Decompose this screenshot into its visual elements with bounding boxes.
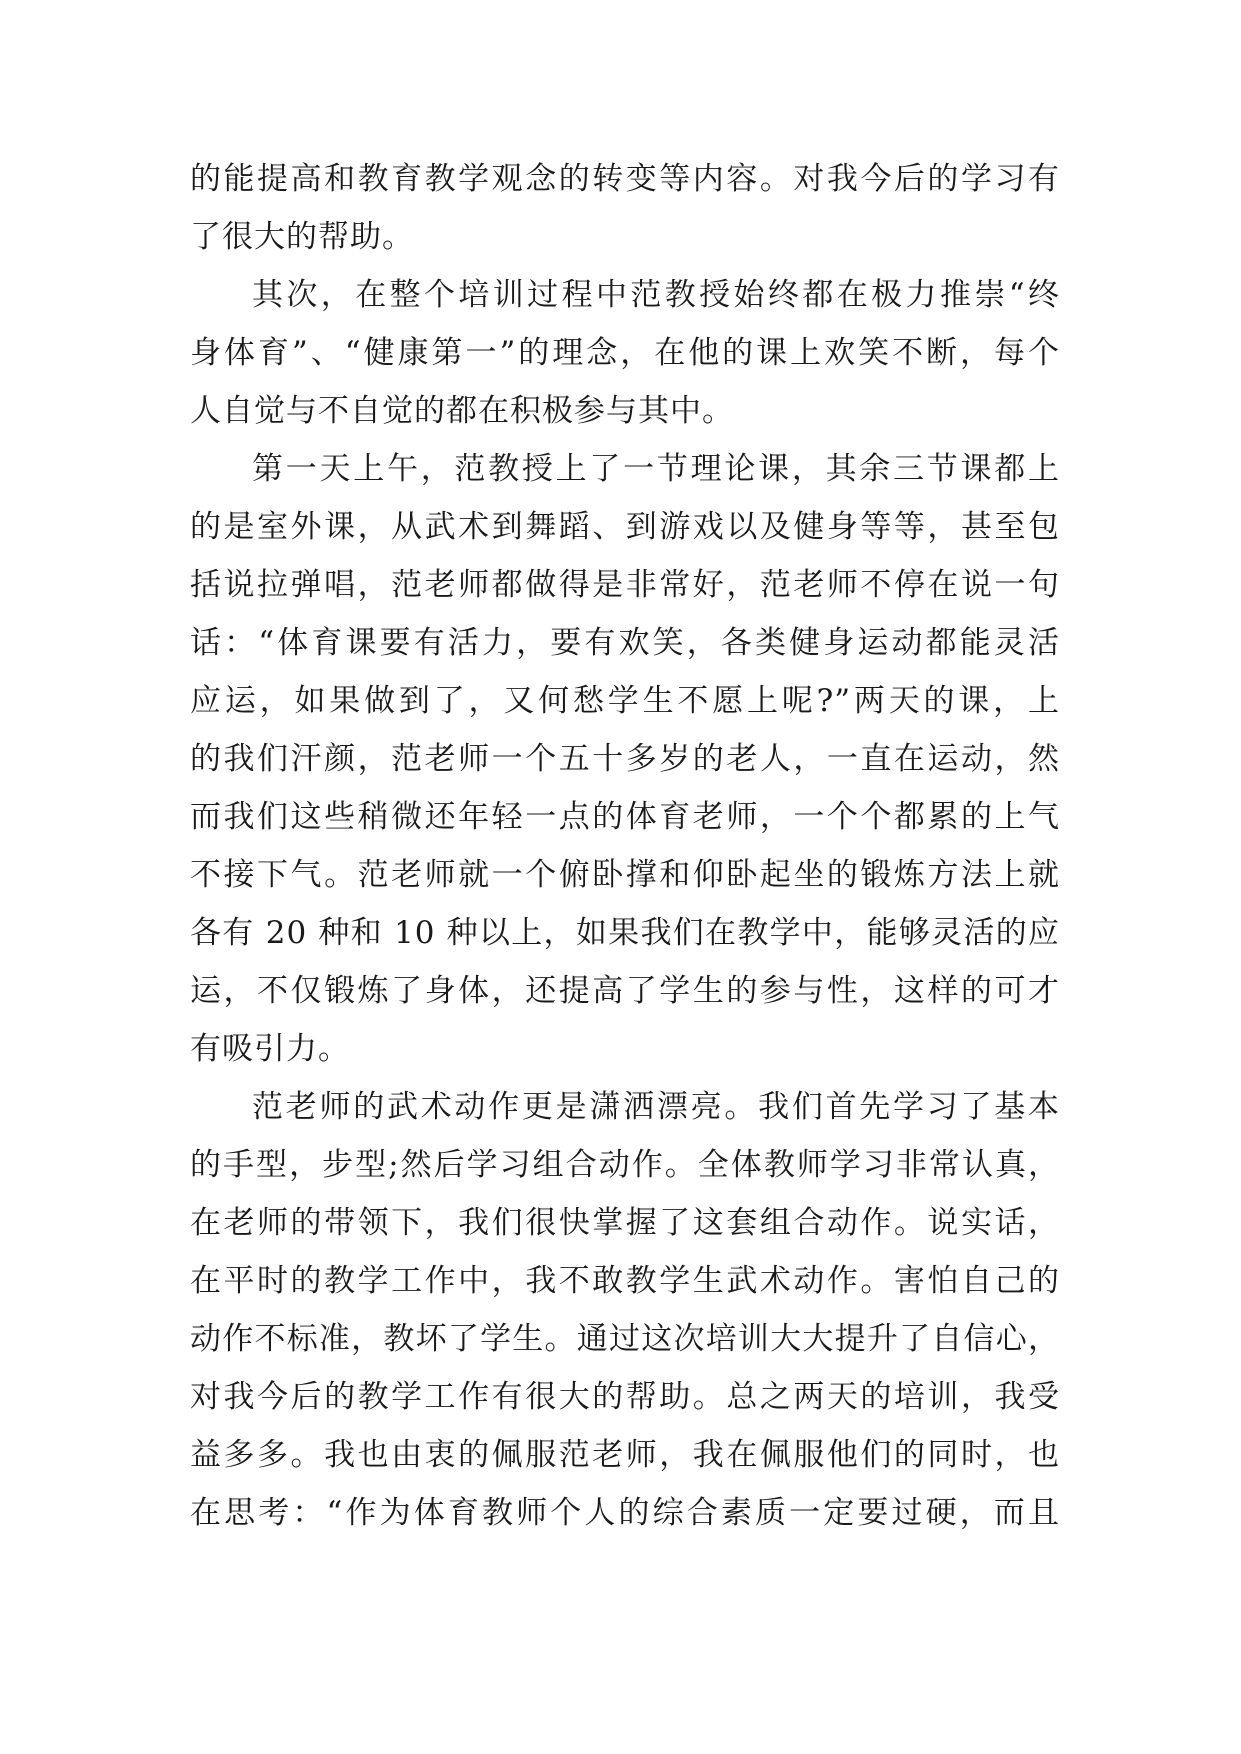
text-line: 身体育”、“健康第一”的理念，在他的课上欢笑不断，每个: [190, 335, 1060, 371]
text-line: 在老师的带领下，我们很快掌握了这套组合动作。说实话，: [190, 1205, 1060, 1241]
text-line: 的手型，步型;然后学习组合动作。全体教师学习非常认真，: [190, 1147, 1060, 1183]
text-line: 的是室外课，从武术到舞蹈、到游戏以及健身等等，甚至包: [190, 509, 1060, 545]
text-line: 应运，如果做到了，又何愁学生不愿上呢?”两天的课，上: [190, 683, 1060, 719]
text-line: 人自觉与不自觉的都在积极参与其中。: [190, 393, 734, 429]
text-line: 在思考：“作为体育教师个人的综合素质一定要过硬，而且: [190, 1495, 1060, 1531]
text-line: 了很大的帮助。: [190, 219, 414, 255]
text-line: 有吸引力。: [190, 1031, 350, 1067]
body-text: [190, 150, 1060, 1542]
text-line: 括说拉弹唱，范老师都做得是非常好，范老师不停在说一句: [190, 567, 1060, 603]
text-line: 在平时的教学工作中，我不敢教学生武术动作。害怕自己的: [190, 1263, 1060, 1299]
text-line: 益多多。我也由衷的佩服范老师，我在佩服他们的同时，也: [190, 1437, 1060, 1473]
text-line: 其次，在整个培训过程中范教授始终都在极力推崇“终: [252, 277, 1060, 313]
text-line: 范老师的武术动作更是潇洒漂亮。我们首先学习了基本: [252, 1089, 1060, 1125]
text-line: 动作不标准，教坏了学生。通过这次培训大大提升了自信心，: [190, 1321, 1060, 1357]
text-line: 的我们汗颜，范老师一个五十多岁的老人，一直在运动，然: [190, 741, 1060, 777]
text-line: 第一天上午，范教授上了一节理论课，其余三节课都上: [252, 451, 1060, 487]
text-line: 运，不仅锻炼了身体，还提高了学生的参与性，这样的可才: [190, 973, 1060, 1009]
text-line: 不接下气。范老师就一个俯卧撑和仰卧起坐的锻炼方法上就: [190, 857, 1060, 893]
text-line: 各有 20 种和 10 种以上，如果我们在教学中，能够灵活的应: [190, 915, 1060, 951]
text-line: 对我今后的教学工作有很大的帮助。总之两天的培训，我受: [190, 1379, 1060, 1415]
text-line: 话：“体育课要有活力，要有欢笑，各类健身运动都能灵活: [190, 625, 1060, 661]
text-line: 的能提高和教育教学观念的转变等内容。对我今后的学习有: [190, 161, 1060, 197]
text-line: 而我们这些稍微还年轻一点的体育老师，一个个都累的上气: [190, 799, 1060, 835]
